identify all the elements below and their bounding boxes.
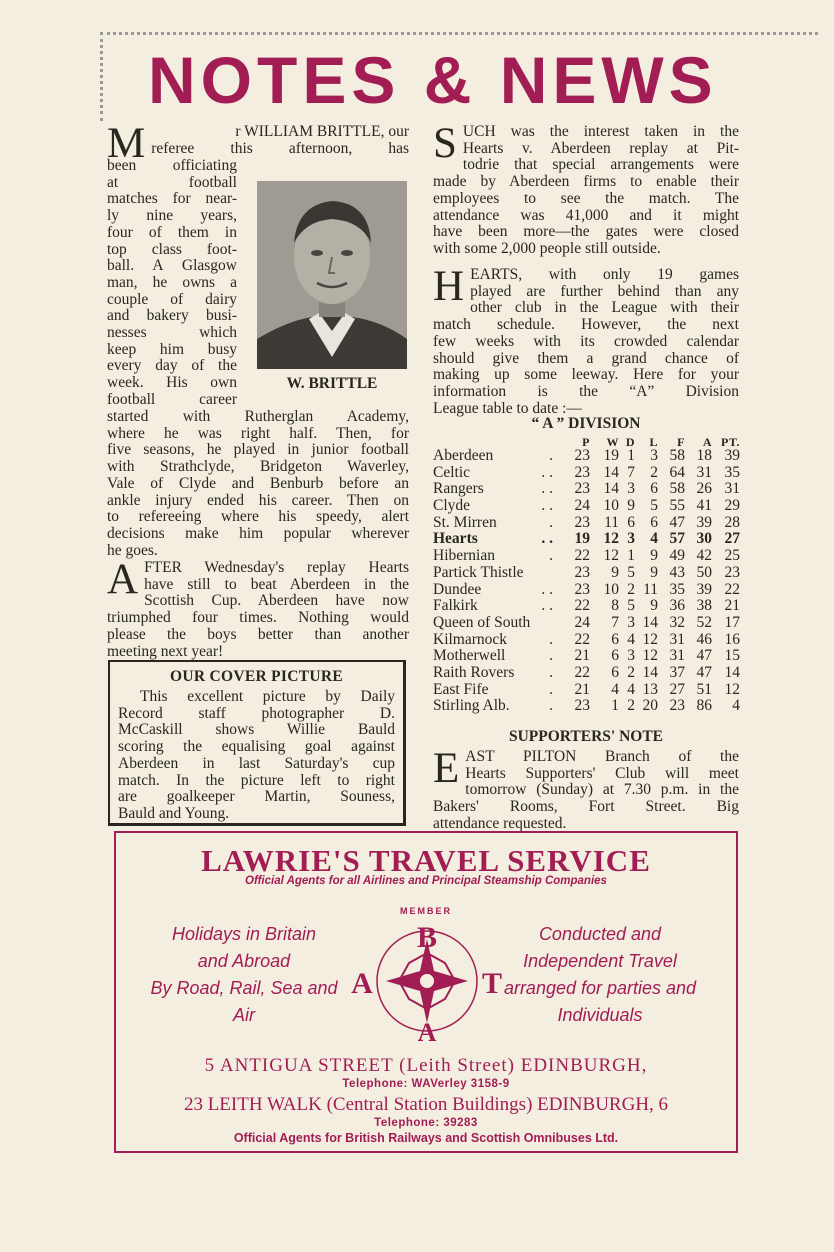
- brittle-line: started with Rutherglan Academy,: [107, 408, 409, 425]
- league-cell: 14: [642, 663, 658, 681]
- team-dots: .: [549, 547, 553, 565]
- league-cell: 52: [696, 613, 712, 631]
- advert-left-line: Air: [233, 1005, 255, 1025]
- league-header-cell: PT.: [721, 435, 740, 449]
- league-cell: 23: [574, 480, 590, 498]
- such-line: have been more—the gates were closed: [433, 223, 739, 241]
- league-cell: 24: [574, 497, 590, 515]
- league-row: [433, 665, 743, 682]
- such-dropcap: S: [433, 120, 457, 167]
- league-cell: 29: [724, 497, 740, 515]
- logo-letter: B: [416, 921, 438, 954]
- advert-right-text: [500, 921, 700, 1029]
- league-row: [433, 698, 743, 715]
- hearts-dropcap: H: [433, 263, 465, 310]
- league-cell: 22: [574, 547, 590, 565]
- league-cell: 31: [696, 463, 712, 481]
- league-cell: 5: [627, 597, 635, 615]
- league-cell: 4: [732, 697, 740, 715]
- league-cell: 46: [696, 630, 712, 648]
- supporters-line: attendance requested.: [433, 814, 567, 832]
- league-cell: 4: [611, 680, 619, 698]
- brittle-line: four of them in: [107, 223, 237, 241]
- after-dropcap: A: [107, 556, 139, 603]
- league-cell: 4: [627, 680, 635, 698]
- such-line: with some 2,000 people still outside.: [433, 239, 661, 257]
- league-cell: 22: [724, 580, 740, 598]
- hearts-article: [433, 263, 739, 417]
- league-cell: 27: [724, 530, 740, 548]
- league-cell: 6: [611, 663, 619, 681]
- brittle-line: keep him busy: [107, 340, 237, 358]
- after-line: triumphed four times. Nothing would: [107, 609, 409, 627]
- league-cell: 21: [724, 597, 740, 615]
- league-header-cell: F: [677, 435, 685, 449]
- team-dots: . .: [541, 480, 553, 498]
- league-cell: 39: [696, 580, 712, 598]
- advert-left-line: Holidays in Britain: [171, 924, 317, 944]
- league-cell: 18: [696, 447, 712, 464]
- league-row: [433, 448, 743, 465]
- league-cell: 7: [627, 463, 635, 481]
- referee-photo: [257, 181, 407, 369]
- brittle-narrow-column: [107, 158, 237, 409]
- hearts-line: making up some leeway. Here for your: [433, 366, 739, 384]
- cover-line: match. In the picture left to right: [118, 771, 395, 789]
- hearts-line: EARTS, with only 19 games: [470, 266, 739, 283]
- league-cell: 2: [627, 697, 635, 715]
- league-cell: 4: [627, 630, 635, 648]
- league-row: [433, 682, 743, 699]
- hearts-line: should give them a grand chance of: [433, 349, 739, 367]
- league-cell: 58: [669, 447, 685, 464]
- league-cell: 14: [603, 463, 619, 481]
- brittle-line: to refereeing where his speedy, alert: [107, 508, 409, 526]
- league-cell: 17: [724, 613, 740, 631]
- team-name: Queen of South: [433, 613, 531, 631]
- league-cell: 25: [724, 547, 740, 565]
- advert-subtitle: Official Agents for all Airlines and Principal Steamship Companies: [245, 875, 607, 887]
- after-line: Scottish Cup. Aberdeen have now: [144, 592, 409, 610]
- after-line: have still to beat Aberdeen in the: [144, 575, 409, 593]
- league-row: [433, 531, 743, 548]
- brittle-line: every day of the: [107, 357, 237, 375]
- hearts-line: match schedule. However, the next: [433, 316, 739, 334]
- league-cell: 23: [669, 697, 685, 715]
- hearts-line: League table to date :—: [433, 399, 582, 417]
- league-cell: 19: [603, 447, 619, 464]
- after-line: meeting next year!: [107, 642, 224, 660]
- league-cell: 9: [650, 563, 658, 581]
- cover-line: Record staff photographer D.: [118, 704, 395, 722]
- cover-heading: OUR COVER PICTURE: [169, 668, 344, 685]
- team-dots: . .: [541, 497, 553, 515]
- supporters-dropcap: E: [433, 745, 460, 792]
- league-header-cell: W: [606, 435, 619, 449]
- league-cell: 1: [611, 697, 619, 715]
- after-article: [107, 556, 409, 660]
- league-cell: 23: [724, 563, 740, 581]
- league-cell: 1: [627, 447, 635, 464]
- league-title: “ A ” DIVISION: [531, 415, 641, 432]
- hearts-line: information is the “A” Division: [433, 382, 739, 400]
- league-header-cell: P: [582, 435, 590, 449]
- league-table: [433, 434, 743, 715]
- league-row: [433, 598, 743, 615]
- league-cell: 6: [650, 480, 658, 498]
- league-cell: 57: [669, 530, 685, 548]
- team-name: Hibernian: [433, 547, 495, 565]
- such-line: todrie that special arrangements were: [462, 156, 739, 174]
- league-cell: 10: [603, 497, 619, 515]
- league-cell: 1: [627, 547, 635, 565]
- logo-letter: T: [481, 967, 503, 1000]
- league-cell: 37: [669, 663, 685, 681]
- such-line: employees to see the match. The: [433, 189, 739, 207]
- league-cell: 10: [603, 580, 619, 598]
- brittle-line: at football: [107, 173, 237, 191]
- team-name: Dundee: [433, 580, 482, 598]
- team-dots: .: [549, 447, 553, 464]
- league-cell: 3: [650, 447, 658, 464]
- brittle-line: he goes.: [107, 541, 158, 559]
- league-cell: 3: [627, 480, 635, 498]
- league-header-cell: L: [649, 435, 658, 449]
- league-cell: 3: [627, 530, 635, 548]
- cover-line: McCaskill shows Willie Bauld: [118, 721, 395, 739]
- league-cell: 14: [642, 613, 658, 631]
- hearts-line: played are further behind than any: [470, 282, 739, 300]
- after-line: please the boys better than another: [107, 625, 409, 643]
- brittle-line: matches for near-: [107, 190, 237, 208]
- team-dots: .: [549, 680, 553, 698]
- league-row: [433, 465, 743, 482]
- league-row: [433, 632, 743, 649]
- brittle-line: where he was right half. Then, for: [107, 424, 409, 442]
- league-cell: 12: [642, 630, 658, 648]
- league-cell: 15: [724, 647, 740, 665]
- team-dots: .: [549, 663, 553, 681]
- brittle-wide-column: [107, 409, 409, 559]
- league-cell: 12: [603, 547, 619, 565]
- brittle-line: ly nine years,: [107, 207, 237, 225]
- league-cell: 9: [627, 497, 635, 515]
- league-cell: 49: [669, 547, 685, 565]
- team-name: Rangers: [433, 480, 484, 498]
- league-cell: 58: [669, 480, 685, 498]
- league-cell: 6: [627, 513, 635, 531]
- brittle-line: and bakery busi-: [107, 307, 237, 325]
- league-row: [433, 565, 743, 582]
- supporters-article: [433, 745, 739, 833]
- advert-left-line: By Road, Rail, Sea and: [150, 978, 338, 998]
- league-cell: 28: [724, 513, 740, 531]
- such-line: made by Aberdeen firms to enable their: [433, 173, 739, 191]
- brittle-line: r WILLIAM BRITTLE, our: [235, 123, 409, 140]
- league-cell: 2: [650, 463, 658, 481]
- league-cell: 12: [642, 647, 658, 665]
- league-cell: 39: [696, 513, 712, 531]
- team-dots: . .: [541, 580, 553, 598]
- advert-left-text: [144, 921, 344, 1029]
- member-label: MEMBER: [400, 906, 452, 916]
- league-cell: 13: [642, 680, 658, 698]
- brittle-line: man, he owns a: [107, 273, 237, 291]
- team-name: Partick Thistle: [433, 563, 524, 581]
- telephone-1: Telephone: WAVerley 3158-9: [342, 1078, 510, 1090]
- league-cell: 11: [643, 580, 658, 598]
- league-cell: 47: [696, 663, 712, 681]
- team-name: Stirling Alb.: [433, 697, 510, 715]
- league-cell: 35: [669, 580, 685, 598]
- league-cell: 23: [574, 463, 590, 481]
- league-cell: 50: [696, 563, 712, 581]
- after-line: FTER Wednesday's replay Hearts: [144, 559, 409, 576]
- advert-right-line: Individuals: [557, 1005, 643, 1025]
- brittle-line: referee this afternoon, has: [151, 139, 409, 157]
- masthead-title: NOTES & NEWS: [148, 43, 718, 117]
- such-line: UCH was the interest taken in the: [462, 123, 739, 140]
- cover-line: This excellent picture by Daily: [140, 688, 395, 705]
- league-cell: 21: [574, 680, 590, 698]
- team-name: Motherwell: [433, 647, 506, 665]
- league-cell: 3: [627, 613, 635, 631]
- masthead: [100, 32, 818, 121]
- league-cell: 51: [696, 680, 712, 698]
- team-name: Kilmarnock: [433, 630, 508, 648]
- league-cell: 9: [650, 597, 658, 615]
- league-row: [433, 515, 743, 532]
- league-cell: 22: [574, 663, 590, 681]
- league-cell: 12: [724, 680, 740, 698]
- brittle-line: football career: [107, 390, 237, 408]
- league-cell: 47: [696, 647, 712, 665]
- league-header-cell: D: [625, 435, 635, 449]
- league-cell: 21: [574, 647, 590, 665]
- league-cell: 32: [669, 613, 685, 631]
- league-cell: 24: [574, 613, 590, 631]
- league-cell: 22: [574, 597, 590, 615]
- cover-line: Aberdeen in last Saturday's cup: [118, 754, 395, 772]
- league-cell: 41: [696, 497, 712, 515]
- league-cell: 8: [611, 597, 619, 615]
- advert-title: LAWRIE'S TRAVEL SERVICE: [201, 843, 651, 878]
- league-cell: 64: [669, 463, 685, 481]
- telephone-2: Telephone: 39283: [374, 1117, 478, 1129]
- travel-advert: [114, 831, 738, 1153]
- brittle-line: ball. A Glasgow: [107, 257, 237, 275]
- brittle-line: decisions make him popular wherever: [107, 524, 409, 542]
- brittle-line: with Strathclyde, Bridgeton Waverley,: [107, 458, 409, 476]
- league-row: [433, 615, 743, 632]
- league-cell: 2: [627, 580, 635, 598]
- advert-right-line: arranged for parties and: [503, 978, 697, 998]
- advert-right-line: Independent Travel: [523, 951, 677, 971]
- league-cell: 22: [574, 630, 590, 648]
- logo-letter: A: [417, 1018, 437, 1043]
- brittle-line: Vale of Clyde and Benburb before an: [107, 474, 409, 492]
- league-cell: 31: [669, 647, 685, 665]
- cover-line: are goalkeeper Martin, Souness,: [118, 788, 395, 806]
- league-cell: 20: [642, 697, 658, 715]
- league-cell: 6: [650, 513, 658, 531]
- league-cell: 35: [724, 463, 740, 481]
- cover-body: [110, 689, 403, 823]
- advert-left-line: and Abroad: [197, 951, 291, 971]
- team-name: East Fife: [433, 680, 489, 698]
- team-name: St. Mirren: [433, 513, 497, 531]
- league-cell: 86: [696, 697, 712, 715]
- league-cell: 5: [650, 497, 658, 515]
- league-cell: 14: [603, 480, 619, 498]
- team-dots: .: [549, 513, 553, 531]
- advert-footer: Official Agents for British Railways and Scottish Omnibuses Ltd.: [233, 1131, 619, 1145]
- such-line: Hearts v. Aberdeen replay at Pit-: [462, 139, 739, 157]
- cover-line: Bauld and Young.: [118, 804, 230, 822]
- address-2: 23 LEITH WALK (Central Station Buildings) EDINBURGH, 6: [183, 1094, 669, 1115]
- team-name: Hearts: [433, 530, 478, 548]
- brittle-line: ankle injury ended his career. Then on: [107, 491, 409, 509]
- brittle-line: five seasons, he played in junior football: [107, 441, 409, 459]
- league-cell: 55: [669, 497, 685, 515]
- address-1: 5 ANTIGUA STREET (Leith Street) EDINBURGH,: [204, 1055, 648, 1076]
- league-cell: 30: [696, 530, 712, 548]
- league-cell: 27: [669, 680, 685, 698]
- brittle-line: top class foot-: [107, 240, 237, 258]
- brittle-line: week. His own: [107, 374, 237, 392]
- league-cell: 19: [574, 530, 590, 548]
- brittle-dropcap: M: [107, 120, 146, 167]
- league-cell: 31: [669, 630, 685, 648]
- hearts-line: other club in the League with their: [470, 299, 739, 317]
- supporters-heading: SUPPORTERS' NOTE: [508, 728, 664, 745]
- advert-right-line: Conducted and: [538, 924, 662, 944]
- league-row: [433, 582, 743, 599]
- supporters-line: Bakers' Rooms, Fort Street. Big: [433, 798, 739, 816]
- supporters-line: tomorrow (Sunday) at 7.30 p.m. in the: [465, 781, 739, 799]
- league-cell: 39: [724, 447, 740, 464]
- team-dots: .: [549, 647, 553, 665]
- league-cell: 36: [669, 597, 685, 615]
- league-cell: 23: [574, 697, 590, 715]
- team-name: Raith Rovers: [433, 663, 515, 681]
- league-cell: 9: [611, 563, 619, 581]
- league-row: [433, 481, 743, 498]
- league-cell: 42: [696, 547, 712, 565]
- team-name: Falkirk: [433, 597, 478, 615]
- league-cell: 23: [574, 580, 590, 598]
- league-cell: 2: [627, 663, 635, 681]
- league-cell: 23: [574, 513, 590, 531]
- cover-line: scoring the equalising goal against: [118, 738, 395, 756]
- such-line: attendance was 41,000 and it might: [433, 206, 739, 224]
- logo-letter: A: [351, 967, 373, 1000]
- league-cell: 7: [611, 613, 619, 631]
- league-cell: 23: [574, 447, 590, 464]
- league-cell: 38: [696, 597, 712, 615]
- league-row: [433, 648, 743, 665]
- team-dots: .: [549, 630, 553, 648]
- league-cell: 12: [603, 530, 619, 548]
- team-name: Clyde: [433, 497, 471, 515]
- league-cell: 6: [611, 630, 619, 648]
- hearts-line: few weeks with its crowded calendar: [433, 332, 739, 350]
- league-header-row: [433, 434, 743, 448]
- team-dots: . .: [541, 530, 553, 548]
- supporters-line: AST PILTON Branch of the: [465, 748, 739, 765]
- league-row: [433, 498, 743, 515]
- league-row: [433, 548, 743, 565]
- league-cell: 43: [669, 563, 685, 581]
- league-cell: 47: [669, 513, 685, 531]
- team-dots: .: [549, 697, 553, 715]
- league-cell: 9: [650, 547, 658, 565]
- league-cell: 16: [724, 630, 740, 648]
- league-cell: 14: [724, 663, 740, 681]
- league-cell: 4: [650, 530, 658, 548]
- league-cell: 31: [724, 480, 740, 498]
- cover-picture-box: [108, 660, 406, 826]
- league-cell: 6: [611, 647, 619, 665]
- league-header-cell: A: [702, 435, 712, 449]
- team-name: Aberdeen: [433, 447, 494, 464]
- league-cell: 11: [604, 513, 619, 531]
- league-cell: 23: [574, 563, 590, 581]
- league-cell: 3: [627, 647, 635, 665]
- team-name: Celtic: [433, 463, 471, 481]
- brittle-line: nesses which: [107, 324, 237, 342]
- league-cell: 26: [696, 480, 712, 498]
- abta-logo-icon: [342, 913, 512, 1043]
- team-dots: . .: [541, 597, 553, 615]
- team-dots: . .: [541, 463, 553, 481]
- brittle-line: couple of dairy: [107, 290, 237, 308]
- photo-caption: W. BRITTLE: [286, 375, 378, 392]
- supporters-line: Hearts Supporters' Club will meet: [465, 764, 739, 782]
- league-cell: 5: [627, 563, 635, 581]
- such-article: [433, 120, 739, 258]
- brittle-line: been officiating: [107, 157, 237, 174]
